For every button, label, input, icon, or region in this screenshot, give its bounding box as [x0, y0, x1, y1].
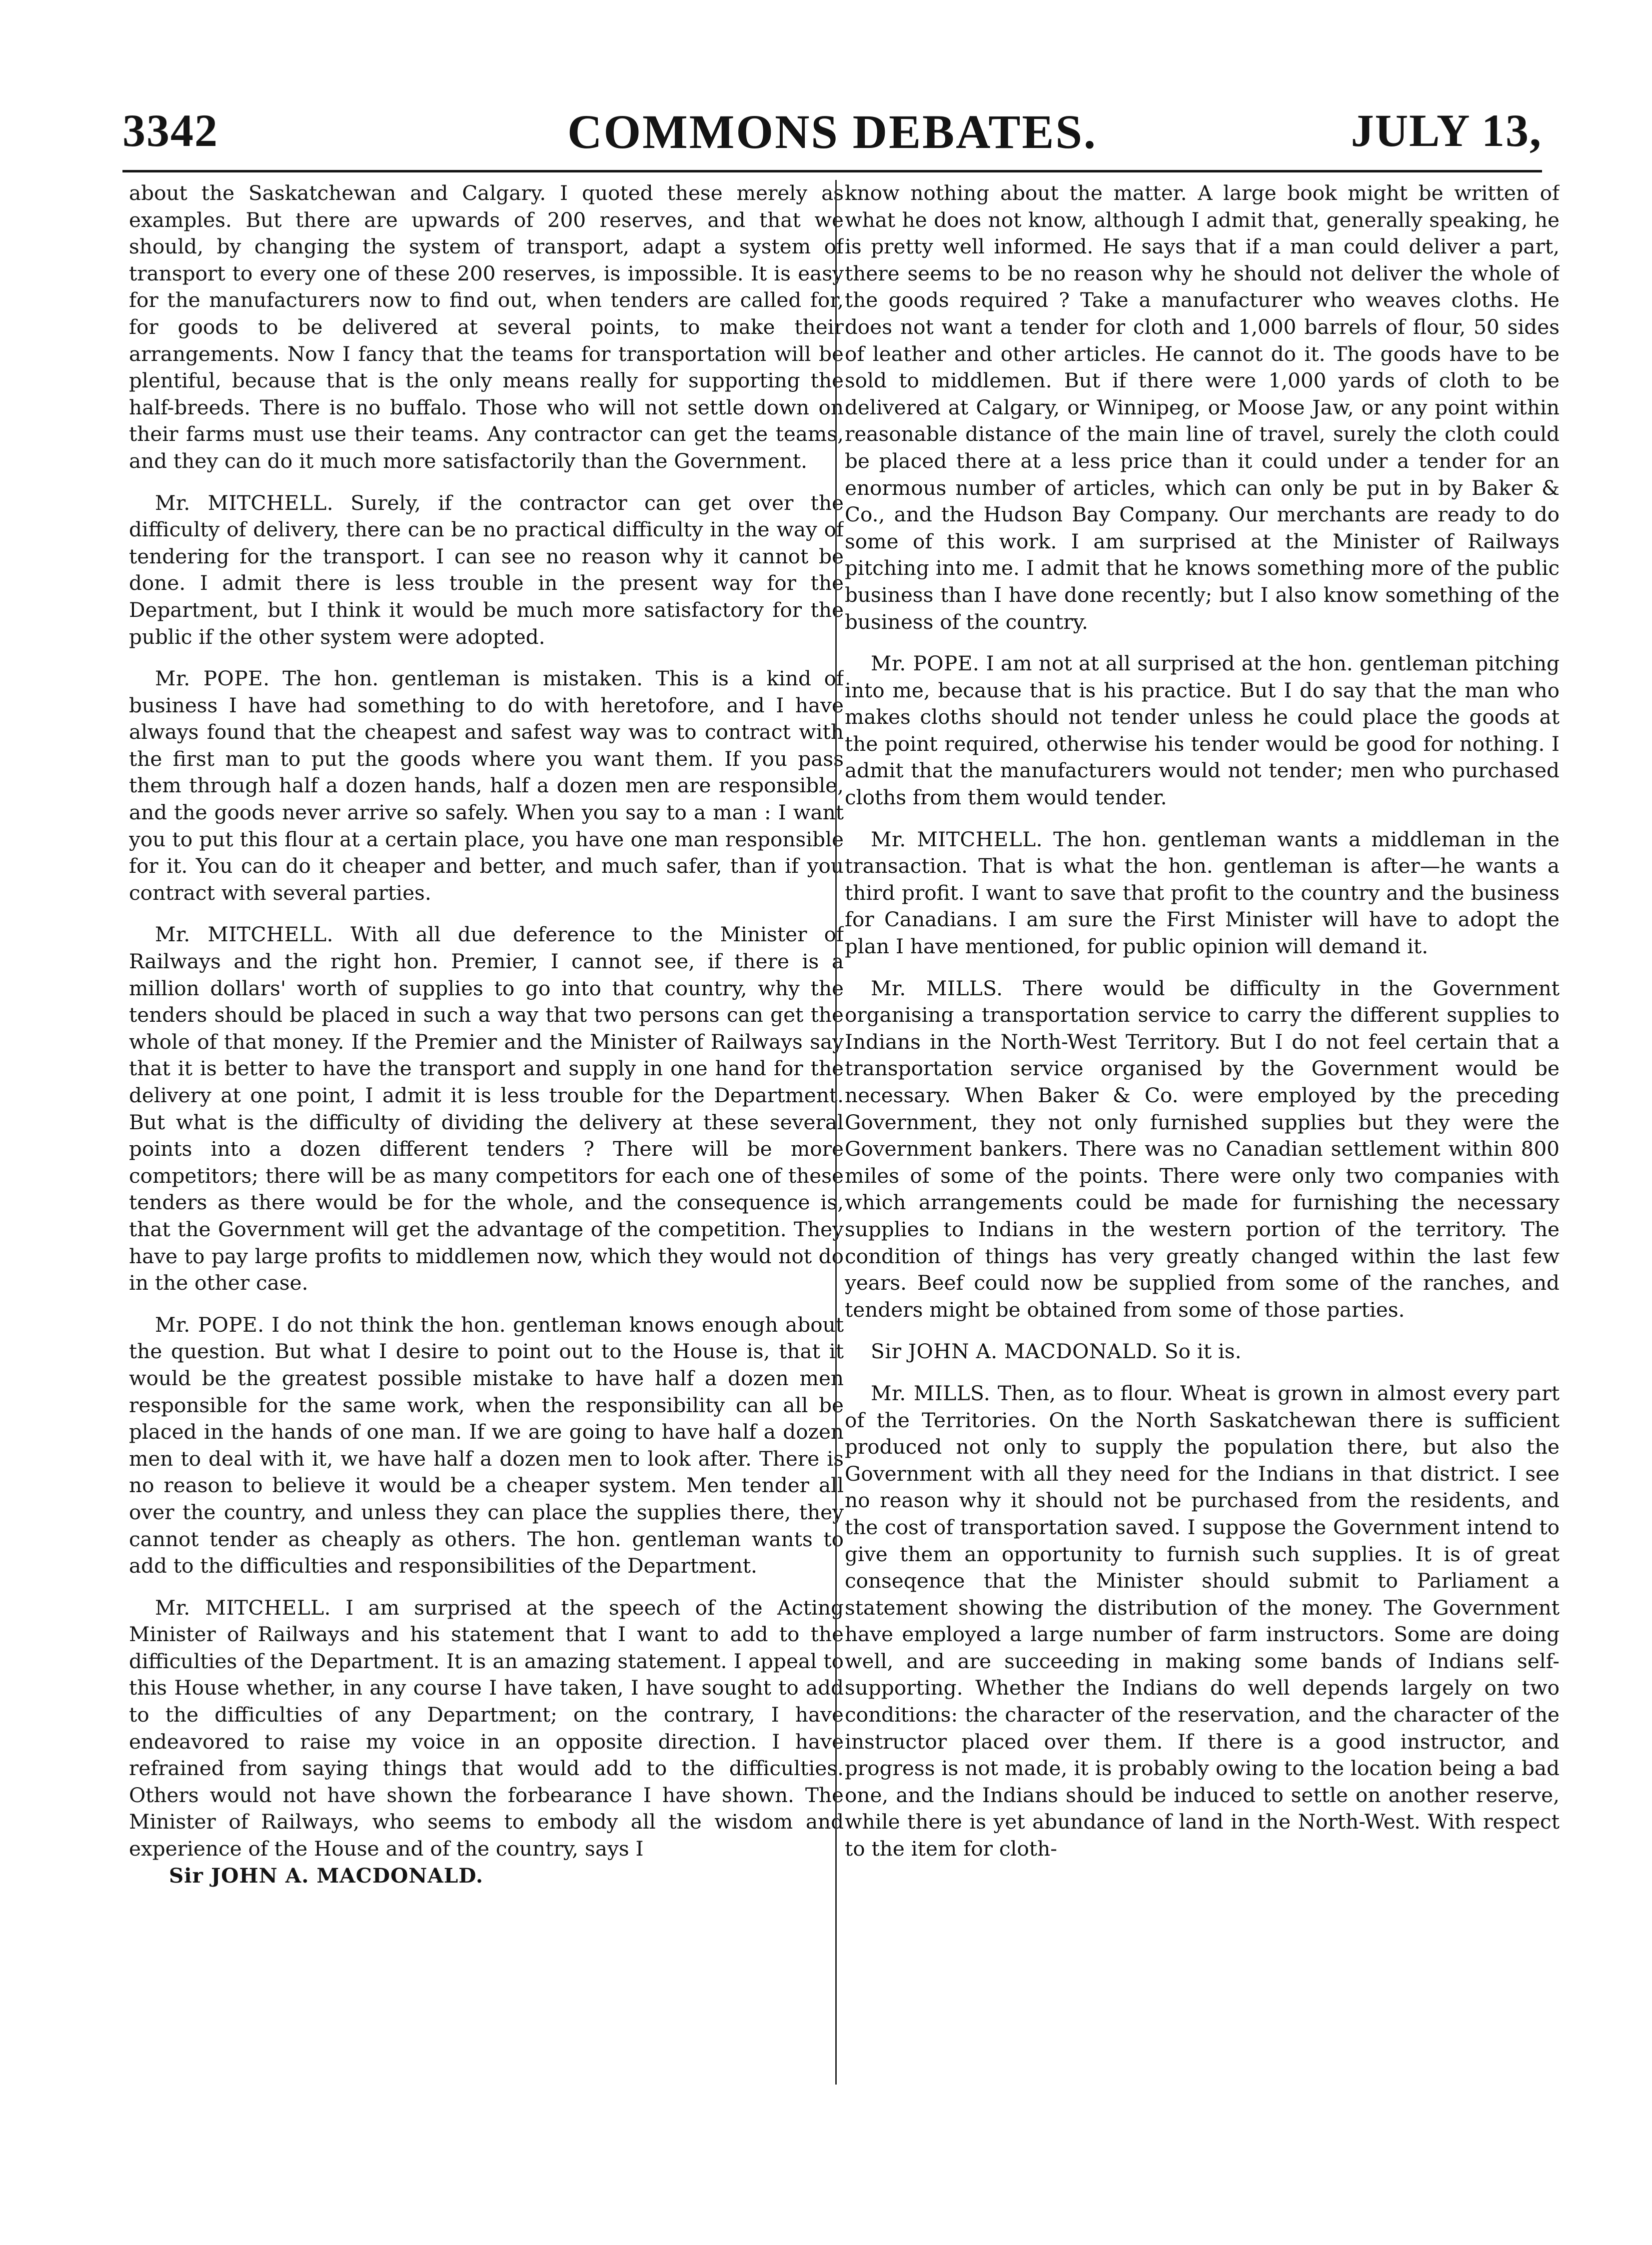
speaker-name: Mr. POPE.: [871, 651, 980, 676]
paragraph: [845, 826, 1560, 960]
signoff-line: Sir JOHN A. MACDONALD.: [169, 1863, 484, 1888]
paragraph: [129, 665, 844, 906]
header-rule: [122, 170, 1542, 172]
paragraph-text: Surely, if the contractor can get over the difficulty of delivery, there can be no practical difficulty in the way of tendering for the transport. I can see no reason why it cannot be done. I admit there is less trouble in the present way for the Department, but I think it would be much more satisfactory for the public if the other system were adopted.: [129, 490, 844, 649]
paragraph: [845, 1338, 1560, 1365]
paragraph: [845, 975, 1560, 1324]
paragraph: [845, 1380, 1560, 1863]
speaker-name: Mr. MITCHELL.: [871, 827, 1043, 851]
paragraph-text: So it is.: [1164, 1339, 1242, 1364]
speaker-name: Sir JOHN A. MACDONALD.: [871, 1339, 1158, 1364]
page-header: [122, 95, 1542, 170]
paragraph: [129, 180, 844, 475]
paragraph: [129, 490, 844, 651]
running-title: COMMONS DEBATES.: [567, 105, 1097, 158]
paragraph-text: Then, as to flour. Wheat is grown in almost every part of the Territories. On the North Saskatchewan there is sufficient produced not only to supply the population there, but also the Government with all they need for the Indians in that district. I see no reason why it should not be purchased from the residents, and the cost of transportation saved. I suppose the Government intend to give them an opportunity to furnish such supplies. It is of great conseqence that the Minister should submit to Parliament a statement showing the distribution of the money. The Government have employed a large number of farm instructors. Some are doing well, and are succeeding in making some bands of Indians self-supporting. Whether the Indians do well depends largely on two conditions: the character of the reservation, and the character of the instructor placed over them. If there is a good instructor, and progress is not made, it is probably owing to the location being a bad one, and the Indians should be induced to settle on another reserve, while there is yet abundance of land in the North-West. With respect to the item for cloth-: [845, 1381, 1560, 1861]
paragraph: [845, 650, 1560, 811]
left-column: [129, 180, 844, 2205]
paragraph-text: The hon. gentleman is mistaken. This is a kind of business I have had something to do with heretofore, and I have always found that the cheapest and safest way was to contract with the first man to put the goods where you want them. If you pass them through half a dozen hands, half a dozen men are responsible, and the goods never arrive so safely. When you say to a man : I want you to put this flour at a certain place, you have one man responsible for it. You can do it cheaper and better, and much safer, than if you contract with several parties.: [129, 666, 844, 905]
paragraph-text: know nothing about the matter. A large book might be written of what he does not know, although I admit that, generally speaking, he is pretty well informed. He says that if a man could deliver a part, there seems to be no reason why he should not deliver the whole of the goods required ? Take a manufacturer who weaves cloths. He does not want a tender for cloth and 1,000 barrels of flour, 50 sides of leather and other articles. He cannot do it. The goods have to be sold to middlemen. But if there were 1,000 yards of cloth to be delivered at Calgary, or Winnipeg, or Moose Jaw, or any point within reasonable distance of the main line of travel, surely the cloth could be placed there at a less price than it could under a tender for an enormous number of articles, which can only be put in by Baker & Co., and the Hudson Bay Company. Our merchants are ready to do some of this work. I am surprised at the Minister of Railways pitching into me. I admit that he knows something more of the public business than I have done recently; but I also know something of the business of the country.: [845, 181, 1560, 634]
page-number: 3342: [122, 105, 218, 156]
paragraph-text: The hon. gentleman wants a middleman in the transaction. That is what the hon. gentleman is after—he wants a third profit. I want to save that profit to the country and the business for Canadians. I am sure the First Minister will have to adopt the plan I have mentioned, for public opinion will demand it.: [845, 827, 1560, 959]
paragraph-text: With all due deference to the Minister of Railways and the right hon. Premier, I cannot see, if there is a million dollars' worth of supplies to go into that country, why the tenders should be placed in such a way that two persons can get the whole of that money. If the Premier and the Minister of Railways say that it is better to have the transport and supply in one hand for the delivery at one point, I admit it is less trouble for the Department. But what is the difficulty of dividing the delivery at these several points into a dozen different tenders ? There will be more competitors; there will be as many competitors for each one of these tenders as there would be for the whole, and the consequence is, that the Government will get the advantage of the competition. They have to pay large profits to middlemen now, which they would not do in the other case.: [129, 922, 844, 1295]
paragraph-text: about the Saskatchewan and Calgary. I quoted these merely as examples. But there are upwards of 200 reserves, and that we should, by changing the system of transport, adapt a system of transport to every one of these 200 reserves, is impossible. It is easy for the manufacturers now to find out, when tenders are called for, for goods to be delivered at several points, to make their arrangements. Now I fancy that the teams for transportation will be plentiful, because that is the only means really for supporting the half-breeds. There is no buffalo. Those who will not settle down on their farms must use their teams. Any contractor can get the teams, and they can do it much more satisfactorily than the Government.: [129, 181, 844, 473]
speaker-name: Mr. MITCHELL.: [155, 1595, 331, 1620]
paragraph: [129, 1312, 844, 1580]
paragraph: [129, 921, 844, 1296]
paragraph-text: I do not think the hon. gentleman knows enough about the question. But what I desire to point out to the House is, that it would be the greatest possible mistake to have half a dozen men responsible for the same work, when the responsibility can all be placed in the hands of one man. If we are going to have half a dozen men to deal with it, we have half a dozen men to look after. There is no reason to believe it would be a cheaper system. Men tender all over the country, and unless they can place the supplies there, they cannot tender as cheaply as others. The hon. gentleman wants to add to the difficulties and responsibilities of the Department.: [129, 1312, 844, 1578]
paragraph-text: I am surprised at the speech of the Acting Minister of Railways and his statement that I want to add to the difficulties of the Department. It is an amazing statement. I appeal to this House whether, in any course I have taken, I have sought to add to the difficulties of any Department; on the contrary, I have endeavored to raise my voice in an opposite direction. I have refrained from saying things that would add to the difficulties. Others would not have shown the forbearance I have shown. The Minister of Railways, who seems to embody all the wisdom and experience of the House and of the country, says I: [129, 1595, 844, 1861]
paragraph-text: I am not at all surprised at the hon. gentleman pitching into me, because that is his practice. But I do say that the man who makes cloths should not tender unless he could place the goods at the point required, otherwise his tender would be good for nothing. I admit that the manufacturers would not tender; men who purchased cloths from them would tender.: [845, 651, 1560, 810]
page-date: JULY 13,: [1351, 105, 1542, 156]
speaker-name: Mr. MITCHELL.: [155, 922, 333, 947]
column-divider: [835, 180, 837, 2085]
paragraph: [129, 1595, 844, 1863]
speaker-name: Mr. MILLS.: [871, 976, 1003, 1000]
paragraph-text: There would be difficulty in the Government organising a transportation service to carry the different supplies to Indians in the North-West Territory. But I do not feel certain that a transportation service organised by the Government would be necessary. When Baker & Co. were employed by the preceding Government, they not only furnished supplies but they were the Government bankers. There was no Canadian settlement within 800 miles of some of the points. There were only two companies with which arrangements could be made for furnishing the necessary supplies to Indians in the western portion of the territory. The condition of things has very greatly changed within the last few years. Beef could now be supplied from some of the ranches, and tenders might be obtained from some of those parties.: [845, 976, 1560, 1322]
speaker-name: Mr. POPE.: [155, 666, 270, 691]
speaker-name: Mr. MITCHELL.: [155, 490, 334, 515]
paragraph: [845, 180, 1560, 635]
speaker-name: Mr. POPE.: [155, 1312, 264, 1337]
speaker-name: Mr. MILLS.: [871, 1381, 991, 1405]
right-column: [845, 180, 1560, 2205]
